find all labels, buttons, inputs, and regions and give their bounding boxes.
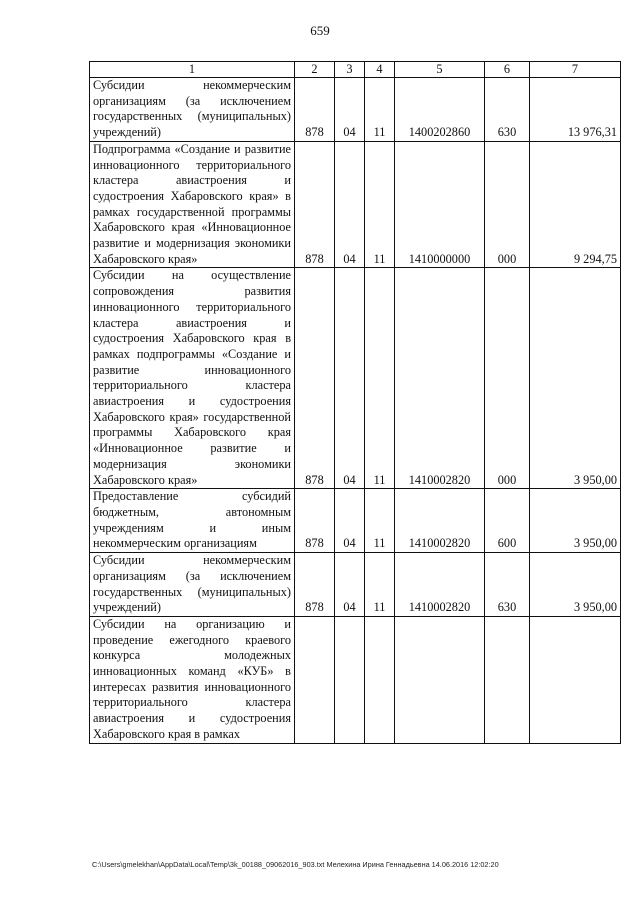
row-col-6 [485, 616, 530, 743]
row-col-3: 04 [335, 141, 365, 268]
row-col-6: 600 [485, 489, 530, 553]
row-col-4: 11 [365, 141, 395, 268]
row-col-5: 1410002820 [395, 489, 485, 553]
table-row [90, 553, 621, 617]
table-row [90, 489, 621, 553]
table-row [90, 616, 621, 743]
row-col-4: 11 [365, 553, 395, 617]
row-col-7: 3 950,00 [530, 268, 621, 489]
row-col-2: 878 [295, 141, 335, 268]
row-col-6: 000 [485, 141, 530, 268]
row-col-4: 11 [365, 268, 395, 489]
row-col-7 [530, 616, 621, 743]
budget-table [89, 61, 621, 744]
row-col-4: 11 [365, 489, 395, 553]
file-path-footer: C:\Users\gmelekhan\AppData\Local\Temp\3k_00188_09062016_903.txt Мелехина Ирина Геннадьевна 14.06.2016 12:02:20 [92, 860, 499, 869]
row-col-5: 1410002820 [395, 268, 485, 489]
row-col-2: 878 [295, 553, 335, 617]
row-name: Субсидии некоммерческим организациям (за исключением государственных (муниципальных) учреждений) [90, 553, 295, 617]
header-cell: 5 [395, 62, 485, 78]
table-row [90, 268, 621, 489]
row-col-7: 3 950,00 [530, 553, 621, 617]
row-col-3: 04 [335, 553, 365, 617]
row-name: Субсидии на организацию и проведение ежегодного краевого конкурса молодежных инновационных команд «КУБ» в интересах развития инновационного территориального кластера авиастроения и судостроения Хабаровского края в рамках [90, 616, 295, 743]
row-col-7: 9 294,75 [530, 141, 621, 268]
header-cell: 3 [335, 62, 365, 78]
page-number: 659 [310, 23, 330, 38]
row-col-2: 878 [295, 489, 335, 553]
row-col-3: 04 [335, 489, 365, 553]
row-col-3 [335, 616, 365, 743]
header-cell: 7 [530, 62, 621, 78]
header-row [90, 62, 621, 78]
row-col-4 [365, 616, 395, 743]
row-col-5: 1410002820 [395, 553, 485, 617]
row-name: Подпрограмма «Создание и развитие инновационного территориального кластера авиастроения и судостроения Хабаровского края» в рамках государственной программы Хабаровского края «Инновационное развитие и модернизация экономики Хабаровского края» [90, 141, 295, 268]
row-name: Субсидии некоммерческим организациям (за исключением государственных (муниципальных) учреждений) [90, 78, 295, 142]
row-col-2: 878 [295, 268, 335, 489]
header-cell: 2 [295, 62, 335, 78]
header-cell: 4 [365, 62, 395, 78]
row-col-7: 13 976,31 [530, 78, 621, 142]
table-row [90, 141, 621, 268]
row-col-6: 000 [485, 268, 530, 489]
header-cell: 1 [90, 62, 295, 78]
row-col-3: 04 [335, 78, 365, 142]
row-col-5: 1410000000 [395, 141, 485, 268]
row-col-6: 630 [485, 553, 530, 617]
row-col-4: 11 [365, 78, 395, 142]
row-name: Предоставление субсидий бюджетным, автономным учреждениям и иным некоммерческим организациям [90, 489, 295, 553]
row-col-5: 1400202860 [395, 78, 485, 142]
row-col-6: 630 [485, 78, 530, 142]
row-col-2: 878 [295, 78, 335, 142]
row-name: Субсидии на осуществление сопровождения развития инновационного территориального кластера авиастроения и судостроения Хабаровского края в рамках подпрограммы «Создание и развитие инновационного территориального кластера авиастроения и судостроения Хабаровского края» государственной программы Хабаровского края «Инновационное развитие и модернизация экономики Хабаровского края» [90, 268, 295, 489]
row-col-5 [395, 616, 485, 743]
header-cell: 6 [485, 62, 530, 78]
row-col-7: 3 950,00 [530, 489, 621, 553]
table-row [90, 78, 621, 142]
row-col-2 [295, 616, 335, 743]
row-col-3: 04 [335, 268, 365, 489]
